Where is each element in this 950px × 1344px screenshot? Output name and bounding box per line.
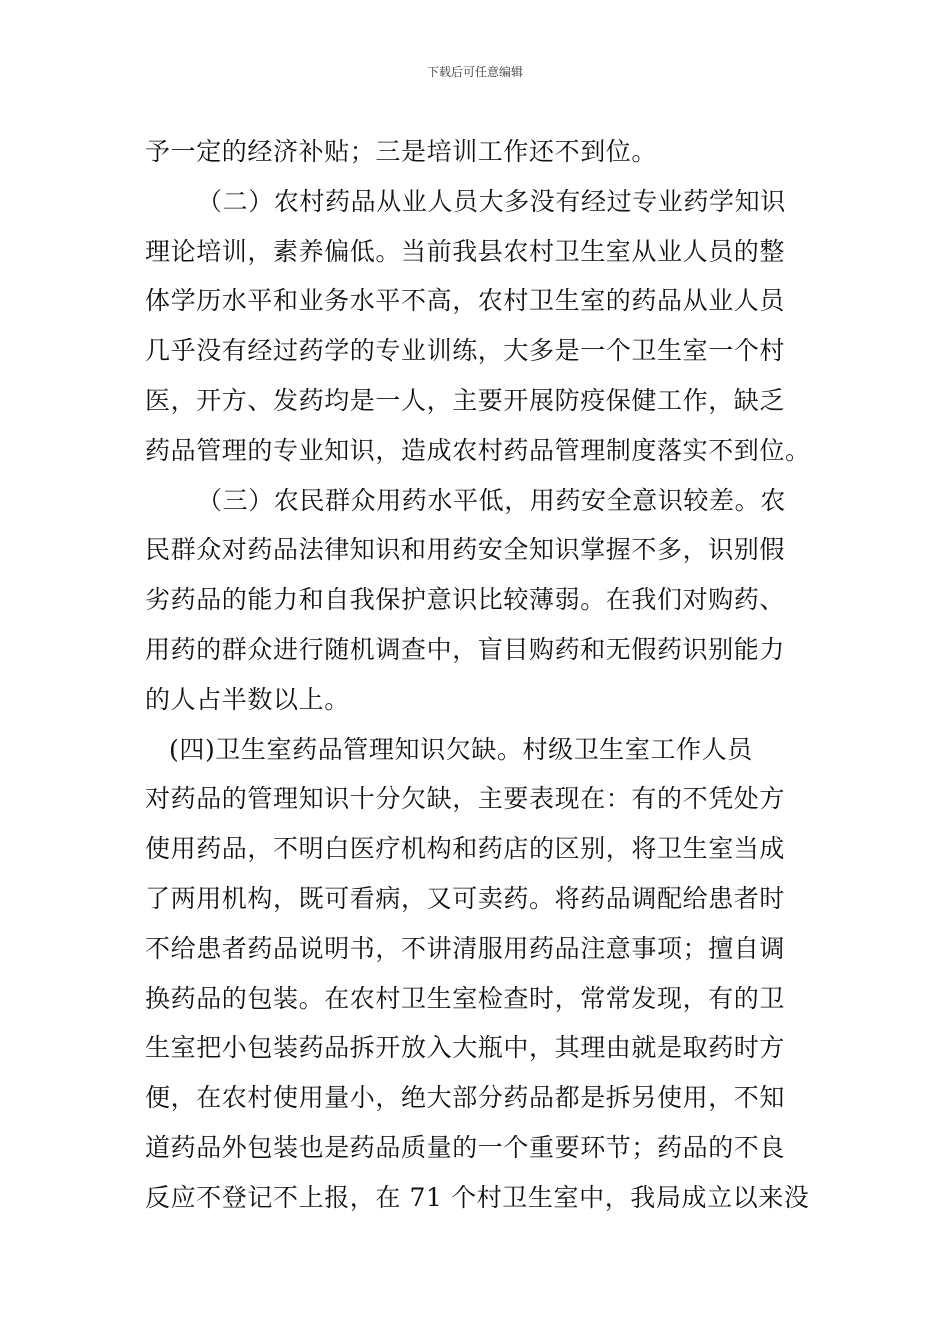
text-line: 劣药品的能力和自我保护意识比较薄弱。在我们对购药、 [145, 585, 786, 615]
text-line: 的人占半数以上。 [145, 684, 350, 714]
text-line: 了两用机构，既可看病，又可卖药。将药品调配给患者时 [145, 883, 786, 913]
text-line: 使用药品，不明白医疗机构和药店的区别，将卫生室当成 [145, 834, 786, 864]
text-line: 用药的群众进行随机调查中，盲目购药和无假药识别能力 [145, 634, 786, 664]
text-line: 几乎没有经过药学的专业训练，大多是一个卫生室一个村 [145, 336, 786, 366]
text-line: (四)卫生室药品管理知识欠缺。村级卫生室工作人员 [169, 734, 753, 764]
paragraph-4 [145, 725, 808, 1223]
text-line: 医，开方、发药均是一人，主要开展防疫保健工作，缺乏 [145, 385, 786, 415]
text-line: 予一定的经济补贴；三是培训工作还不到位。 [145, 137, 658, 166]
text-line: 生室把小包装药品拆开放入大瓶中，其理由就是取药时方 [145, 1033, 786, 1063]
text-line: 不给患者药品说明书，不讲清服用药品注意事项；擅自调 [145, 933, 786, 963]
text-line: 理论培训，素养偏低。当前我县农村卫生室从业人员的整 [145, 236, 786, 266]
text-line: 便，在农村使用量小，绝大部分药品都是拆另使用，不知 [145, 1083, 786, 1113]
text-line: 民群众对药品法律知识和用药安全知识掌握不多，识别假 [145, 535, 786, 565]
text-line: （二）农村药品从业人员大多没有经过专业药学知识 [197, 186, 786, 216]
text-line: 对药品的管理知识十分欠缺，主要表现在：有的不凭处方 [145, 784, 786, 814]
text-line: 体学历水平和业务水平不高，农村卫生室的药品从业人员 [145, 286, 786, 316]
text-line: 反应不登记不上报，在 71 个村卫生室中，我局成立以来没 [145, 1182, 810, 1212]
text-line: （三）农民群众用药水平低，用药安全意识较差。农 [197, 485, 786, 515]
paragraph-3 [145, 476, 808, 725]
document-body [145, 127, 811, 1223]
text-line: 换药品的包装。在农村卫生室检查时，常常发现，有的卫 [145, 983, 786, 1013]
text-line: 道药品外包装也是药品质量的一个重要环节；药品的不良 [145, 1132, 786, 1162]
text-line: 药品管理的专业知识，造成农村药品管理制度落实不到位。 [145, 435, 811, 465]
page-header: 下载后可任意编辑 [426, 65, 523, 79]
paragraph-2 [145, 177, 811, 476]
paragraph-1 [145, 127, 808, 177]
